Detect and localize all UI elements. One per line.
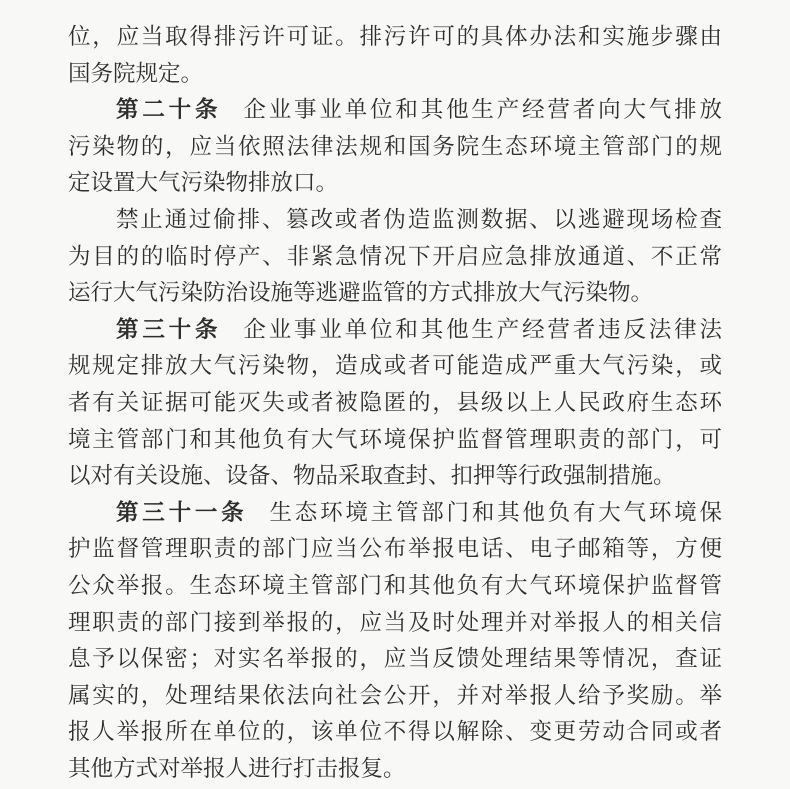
text-line	[68, 312, 722, 349]
text-line	[68, 56, 722, 93]
text-line	[68, 495, 722, 532]
text-line	[68, 678, 722, 715]
line-text: 其他方式对举报人进行打击报复。	[68, 755, 406, 782]
text-line	[68, 531, 722, 568]
text-line	[68, 239, 722, 276]
article-paragraph	[68, 312, 722, 495]
line-text: 境主管部门和其他负有大气环境保护监督管理职责的部门，可	[68, 426, 722, 453]
line-text: 位，应当取得排污许可证。排污许可的具体办法和实施步骤由	[68, 24, 722, 50]
line-text: 国务院规定。	[68, 60, 204, 87]
paragraph	[68, 19, 722, 92]
line-text: 企业事业单位和其他生产经营者违反法律法	[243, 316, 722, 343]
text-line	[68, 275, 722, 312]
text-line	[68, 129, 722, 166]
article-heading: 第三十条	[116, 316, 222, 343]
line-text: 禁止通过偷排、篡改或者伪造监测数据、以逃避现场检查	[116, 206, 722, 233]
text-line	[68, 202, 722, 239]
line-text: 息予以保密；对实名举报的，应当反馈处理结果等情况，查证	[68, 646, 722, 673]
line-text: 属实的，处理结果依法向社会公开，并对举报人给予奖励。举	[68, 682, 722, 709]
text-line	[68, 422, 722, 459]
text-line	[68, 568, 722, 605]
text-line	[68, 92, 722, 129]
text-line	[68, 751, 722, 788]
line-text: 生态环境主管部门和其他负有大气环境保	[269, 499, 722, 526]
text-line	[68, 165, 722, 202]
text-line	[68, 458, 722, 495]
document-page	[68, 19, 722, 787]
article-heading: 第三十一条	[116, 499, 248, 526]
line-text: 理职责的部门接到举报的，应当及时处理并对举报人的相关信	[68, 609, 722, 636]
line-text: 报人举报所在单位的，该单位不得以解除、变更劳动合同或者	[68, 719, 722, 746]
line-text: 以对有关设施、设备、物品采取查封、扣押等行政强制措施。	[68, 463, 676, 490]
text-line	[68, 385, 722, 422]
text-line	[68, 348, 722, 385]
text-line	[68, 714, 722, 751]
article-heading: 第二十条	[116, 97, 222, 124]
text-line	[68, 19, 722, 56]
line-text: 者有关证据可能灭失或者被隐匿的，县级以上人民政府生态环	[68, 389, 722, 416]
line-text: 为目的的临时停产、非紧急情况下开启应急排放通道、不正常	[68, 243, 722, 270]
text-line	[68, 641, 722, 678]
line-text: 公众举报。生态环境主管部门和其他负有大气环境保护监督管	[68, 572, 722, 599]
line-text: 运行大气污染防治设施等逃避监管的方式排放大气污染物。	[68, 280, 654, 307]
article-paragraph	[68, 92, 722, 202]
article-paragraph	[68, 495, 722, 788]
line-text: 企业事业单位和其他生产经营者向大气排放	[243, 97, 722, 124]
line-text: 护监督管理职责的部门应当公布举报电话、电子邮箱等，方便	[68, 536, 722, 563]
text-line	[68, 605, 722, 642]
line-text: 规规定排放大气污染物，造成或者可能造成严重大气污染，或	[68, 353, 722, 380]
line-text: 污染物的，应当依照法律法规和国务院生态环境主管部门的规	[68, 133, 722, 160]
paragraph	[68, 202, 722, 312]
line-text: 定设置大气污染物排放口。	[68, 170, 339, 197]
